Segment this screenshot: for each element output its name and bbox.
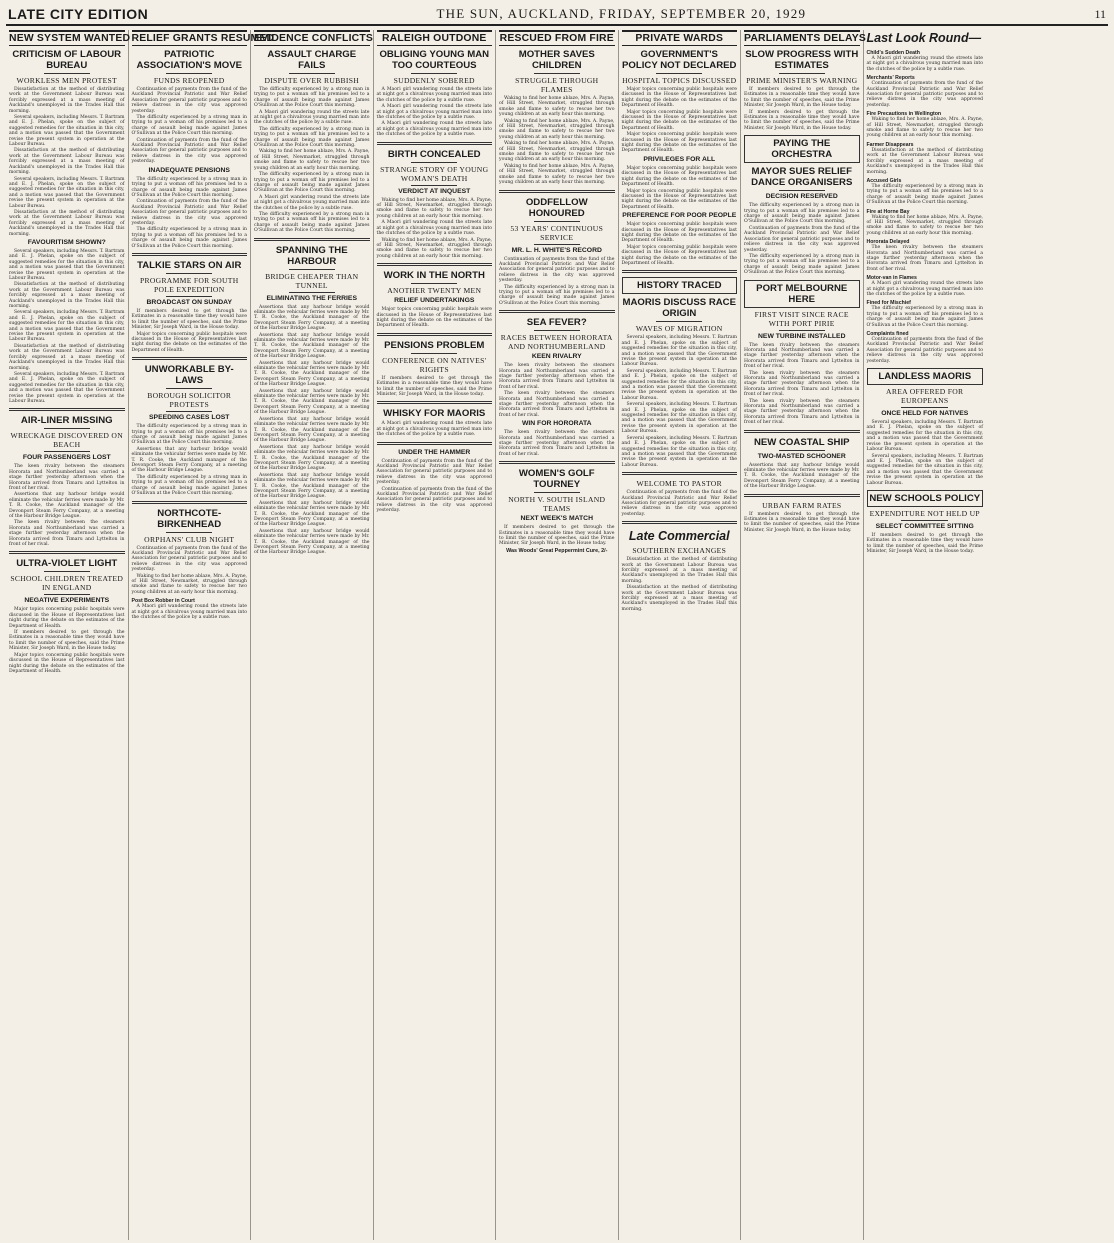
divider bbox=[166, 388, 212, 389]
paragraph: Assertions that any harbour bridge would eliminate the vehicular ferries were made by Mr. T. R. Cooke, the Auckland manager of the Devonport Steam Ferry Company, at a meeting of the Harbour Bridge League. bbox=[254, 500, 370, 528]
brief-heading: Child's Sudden Death bbox=[866, 50, 920, 56]
paragraph: The difficulty experienced by a strong man in trying to put a woman off his premises led to a charge of assault being made against James O'Sullivan at the Police Court this morning. bbox=[131, 176, 247, 198]
boxed-headline: HISTORY TRACED bbox=[622, 277, 738, 294]
subheadline: BOROUGH SOLICITOR PROTESTS bbox=[147, 391, 232, 410]
divider bbox=[166, 273, 212, 274]
divider bbox=[411, 185, 457, 186]
subheadline: NEXT WEEK'S MATCH bbox=[520, 515, 593, 523]
section-subheading: PRIVILEGES FOR ALL bbox=[643, 155, 716, 163]
subheadline: DISPUTE OVER RUBBISH bbox=[264, 76, 360, 85]
paragraph: A Maori girl wandering round the streets late at night got a chivalrous young married man into the clutches of the police by a subtle ruse. bbox=[131, 604, 247, 620]
paragraph: Continuation of payments from the fund of the Auckland Provincial Patriotic and War Relief Association for general patriotic purposes and to relieve distress in the city was approved yesterday. bbox=[376, 458, 492, 486]
headline: WELCOME TO PASTOR bbox=[636, 479, 722, 489]
masthead bbox=[6, 4, 1108, 26]
banner-heading: PARLIAMENTS DELAYS bbox=[744, 30, 860, 46]
headline: PENSIONS PROBLEM bbox=[384, 339, 485, 351]
divider bbox=[44, 594, 90, 595]
subheadline: NORTH V. SOUTH ISLAND TEAMS bbox=[508, 495, 606, 514]
brief-heading: Motor-van in Flames bbox=[866, 275, 917, 282]
paragraph: A Maori girl wandering round the streets late at night got a chivalrous young married man into the clutches of the police by a subtle ruse. bbox=[254, 194, 370, 211]
article-separator bbox=[132, 253, 248, 256]
paragraph: The difficulty experienced by a strong man in trying to put a woman off his premises led to a charge of assault being made against James O'Sullivan at the Police Court this morning. bbox=[254, 211, 370, 234]
paragraph: Dissatisfaction at the method of distributing work at the Government Labour Bureau was forcibly expressed at a mass meeting of Auckland's unemployed in the Trades Hall this morning. bbox=[866, 147, 983, 175]
subheadline: KEEN RIVALRY bbox=[531, 353, 582, 361]
paragraph: If members desired to get through the Estimates in a reasonable time they would have to limit the number of speeches, said the Prime Minister, Sir Joseph Ward, in the House today. bbox=[744, 109, 860, 131]
divider bbox=[166, 73, 212, 74]
headline: OBLIGING YOUNG MAN TOO COURTEOUS bbox=[379, 49, 490, 71]
paragraph: Major topics concerning public hospitals were discussed in the House of Representatives last night during the debate on the estimates of the Department of Health. bbox=[621, 244, 737, 266]
subheadline: DECISION RESERVED bbox=[765, 193, 838, 201]
paragraph: The keen rivalry between the steamers Hororata and Northumberland was carried a stage further yesterday afternoon when the Hororata arrived from Timaru and Lyttelton in front of her rival. bbox=[866, 245, 983, 272]
paragraph: Waking to find her home ablaze, Mrs. A. Payne, of Hill Street, Newmarket, struggled through smoke and flame to safety to rescue her two young children at an early hour this morning. bbox=[376, 237, 492, 259]
divider bbox=[289, 292, 335, 293]
page-number: 11 bbox=[1094, 6, 1106, 21]
subheadline: FIRST VISIT SINCE RACE WITH PORT PIRIE bbox=[754, 309, 849, 328]
headline: MOTHER SAVES CHILDREN bbox=[518, 49, 595, 71]
paragraph: The difficulty experienced by a strong man in trying to put a woman off his premises led to a charge of assault being made against James O'Sullivan at the Police Court this morning. bbox=[131, 115, 247, 137]
paragraph: Assertions that any harbour bridge would eliminate the vehicular ferries were made by Mr. T. R. Cooke, the Auckland manager of the Devonport Steam Ferry Company, at a meeting of the Harbour Bridge League. bbox=[131, 446, 247, 474]
subheadline: WRECKAGE DISCOVERED ON BEACH bbox=[10, 431, 123, 450]
divider bbox=[44, 428, 90, 429]
brief-heading: Fined for Mischief bbox=[866, 300, 911, 307]
paragraph: The difficulty experienced by a strong man in trying to put a woman off his premises led to a charge of assault being made against James O'Sullivan at the Police Court this morning. bbox=[254, 172, 370, 194]
article-separator bbox=[9, 408, 125, 411]
headline: ODDFELLOW HONOURED bbox=[525, 196, 588, 219]
divider bbox=[779, 330, 825, 331]
divider bbox=[166, 296, 212, 297]
columns bbox=[6, 30, 1108, 1240]
paragraph: Several speakers, including Messrs. T. Bartram and E. J. Phelan, spoke on the subject of suggested remedies for the situation in this city, and a motion was passed that the Government revise the present system in operation at the Labour Bureau. bbox=[9, 176, 125, 209]
article-separator bbox=[377, 263, 493, 266]
section-subheading: INADEQUATE PENSIONS bbox=[148, 166, 230, 174]
section-subheading: WIN FOR HORORATA bbox=[521, 420, 592, 428]
subheadline: 53 YEARS' CONTINUOUS SERVICE bbox=[510, 223, 604, 242]
section-heading: Last Look Round— bbox=[866, 31, 982, 45]
paragraph: Continuation of payments from the fund of the Auckland Provincial Patriotic and War Relief Association for general patriotic purposes and to relieve distress in the city was approved yesterday. bbox=[866, 81, 983, 108]
subheadline: WORKLESS MEN PROTEST bbox=[16, 76, 117, 85]
divider bbox=[289, 269, 335, 270]
paragraph: The keen rivalry between the steamers Hororata and Northumberland was carried a stage further yesterday afternoon when the Hororata arrived from Timaru and Lyttelton in front of her rival. bbox=[744, 398, 860, 426]
divider bbox=[656, 321, 702, 322]
paragraph: A Maori girl wandering round the streets late at night got a chivalrous young married man into the clutches of the police by a subtle ruse. bbox=[866, 281, 983, 297]
headline: GOVERNMENT'S POLICY NOT DECLARED bbox=[622, 49, 737, 71]
paragraph: The keen rivalry between the steamers Hororata and Northumberland was carried a stage further yesterday afternoon when the Hororata arrived from Timaru and Lyttelton in front of her rival. bbox=[9, 520, 125, 548]
paragraph: A Maori girl wandering round the streets late at night got a chivalrous young married man into the clutches of the police by a subtle ruse. bbox=[254, 109, 370, 126]
paragraph: Continuation of payments from the fund of the Auckland Provincial Patriotic and War Relief Association for general patriotic purposes and to relieve distress in the city was approved yesterday. bbox=[131, 87, 247, 114]
article-separator bbox=[132, 501, 248, 504]
subheadline: SCHOOL CHILDREN TREATED IN ENGLAND bbox=[10, 574, 124, 593]
subheadline: BROADCAST ON SUNDAY bbox=[146, 298, 232, 306]
boxed-headline: PORT MELBOURNE HERE bbox=[744, 280, 860, 308]
paragraph: A Maori girl wandering round the streets late at night got a chivalrous young married man into the clutches of the police by a subtle ruse. bbox=[376, 421, 492, 438]
banner-heading: RELIEF GRANTS RESUMED bbox=[132, 30, 248, 46]
banner-heading: EVIDENCE CONFLICTS bbox=[254, 30, 370, 46]
paragraph: If members desired to get through the Estimates in a reasonable time they would have to limit the number of speeches, said the Prime Minister, Sir Joseph Ward, in the House today. bbox=[499, 525, 615, 547]
column-7 bbox=[741, 30, 864, 1240]
headline: PATRIOTIC ASSOCIATION'S MOVE bbox=[136, 49, 242, 71]
brief-heading: Fire at Horne Bay bbox=[866, 208, 910, 215]
article-separator bbox=[499, 310, 615, 313]
paragraph: Assertions that any harbour bridge would eliminate the vehicular ferries were made by Mr. T. R. Cooke, the Auckland manager of the Devonport Steam Ferry Company, at a meeting of the Harbour Bridge League. bbox=[254, 528, 370, 556]
headline: BIRTH CONCEALED bbox=[387, 148, 481, 160]
divider bbox=[411, 353, 457, 354]
headline: TALKIE STARS ON AIR bbox=[137, 259, 242, 271]
divider bbox=[411, 73, 457, 74]
article-separator bbox=[254, 238, 370, 241]
divider bbox=[534, 244, 580, 245]
paragraph: Several speakers, including Messrs. T. Bartram and E. J. Phelan, spoke on the subject of suggested remedies for the situation in this city, and a motion was passed that the Government revise the present system in operation at the Labour Bureau. bbox=[621, 402, 737, 435]
brief-heading: Farmer Disappears bbox=[866, 141, 914, 148]
paragraph: Continuation of payments from the fund of the Auckland Provincial Patriotic and War Relief Association for general patriotic purposes and to relieve distress in the city was approved yesterday. bbox=[866, 337, 983, 364]
paragraph: A Maori girl wandering round the streets late at night got a chivalrous young married man into the clutches of the police by a subtle ruse. bbox=[866, 56, 983, 72]
paragraph: Continuation of payments from the fund of the Auckland Provincial Patriotic and War Relief Association for general patriotic purposes and to relieve distress in the city was approved yesterday. bbox=[744, 225, 860, 253]
subheadline: STRANGE STORY OF YOUNG WOMAN'S DEATH bbox=[380, 164, 489, 183]
article-separator bbox=[622, 521, 738, 524]
subheadline: NEGATIVE EXPERIMENTS bbox=[24, 597, 110, 605]
headline: UNWORKABLE BY-LAWS bbox=[144, 364, 234, 387]
article-separator bbox=[499, 461, 615, 464]
subheadline: FOUR PASSENGERS LOST bbox=[22, 454, 111, 462]
article-separator bbox=[499, 190, 615, 193]
paragraph: Several speakers, including Messrs. T. Bartram and E. J. Phelan, spoke on the subject of suggested remedies for the situation in this city, and a motion was passed that the Government revise the present system in operation at the Labour Bureau. bbox=[621, 335, 737, 368]
divider bbox=[534, 73, 580, 74]
paragraph: Dissatisfaction at the method of distributing work at the Government Labour Bureau was forcibly expressed at a mass meeting of Auckland's unemployed in the Trades Hall this morning. bbox=[9, 343, 125, 371]
article-separator bbox=[377, 401, 493, 404]
headline: MAYOR SUES RELIEF DANCE ORGANISERS bbox=[751, 166, 853, 189]
paragraph: The keen rivalry between the steamers Hororata and Northumberland was carried a stage further yesterday afternoon when the Hororata arrived from Timaru and Lyttelton in front of her rival. bbox=[744, 342, 860, 370]
headline: SEA FEVER? bbox=[526, 317, 587, 329]
paragraph: Several speakers, including Messrs. T. Bartram and E. J. Phelan, spoke on the subject of suggested remedies for the situation in this city, and a motion was passed that the Government revise the present system in operation at the Labour Bureau. bbox=[866, 420, 983, 453]
paragraph: The keen rivalry between the steamers Hororata and Northumberland was carried a stage further yesterday afternoon when the Hororata arrived from Timaru and Lyttelton in front of her rival. bbox=[499, 391, 615, 418]
paragraph: The keen rivalry between the steamers Hororata and Northumberland was carried a stage further yesterday afternoon when the Hororata arrived from Timaru and Lyttelton in front of her rival. bbox=[499, 363, 615, 390]
paragraph: If members desired to get through the Estimates in a reasonable time they would have to limit the number of speeches, said the Prime Minister, Sir Joseph Ward, in the House today. bbox=[131, 308, 247, 331]
subheadline: SOUTHERN EXCHANGES bbox=[632, 546, 727, 556]
headline: UNDER THE HAMMER bbox=[398, 448, 471, 456]
paragraph: The difficulty experienced by a strong man in trying to put a woman off his premises led to a charge of assault being made against James O'Sullivan at the Police Court this morning. bbox=[131, 474, 247, 497]
paragraph: Waking to find her home ablaze, Mrs. A. Payne, of Hill Street, Newmarket, struggled through smoke and flame to safety to rescue her two young children at an early hour this morning. bbox=[866, 117, 983, 139]
subheadline: FUNDS REOPENED bbox=[153, 76, 225, 85]
headline: SLOW PROGRESS WITH ESTIMATES bbox=[745, 49, 859, 71]
brief-heading: Hororata Delayed bbox=[866, 239, 910, 246]
paragraph: Major topics concerning public hospitals were discussed in the House of Representatives last night during the debate on the estimates of the Department of Health. bbox=[621, 165, 737, 188]
subheadline: RACES BETWEEN HORORATA AND NORTHUMBERLAND bbox=[500, 333, 613, 352]
subheadline: STRUGGLE THROUGH FLAMES bbox=[515, 76, 599, 94]
subheadline: RELIEF UNDERTAKINGS bbox=[394, 297, 475, 305]
paper-dateline: THE SUN, AUCKLAND, FRIDAY, SEPTEMBER 20, 1929 bbox=[436, 6, 807, 21]
paragraph: Dissatisfaction at the method of distributing work at the Government Labour Bureau was forcibly expressed at a mass meeting of Auckland's unemployed in the Trades Hall this morning. bbox=[9, 209, 125, 237]
subheadline: VERDICT AT INQUEST bbox=[398, 187, 471, 195]
subheadline: BRIDGE CHEAPER THAN TUNNEL bbox=[265, 271, 359, 290]
paragraph: Major topics concerning public hospitals were discussed in the House of Representatives last night during the debate on the estimates of the Department of Health. bbox=[9, 652, 125, 674]
article-separator bbox=[744, 494, 860, 497]
paragraph: Waking to find her home ablaze, Mrs. A. Payne, of Hill Street, Newmarket, struggled through smoke and flame to safety to rescue her two young children at an early hour this morning. bbox=[254, 149, 370, 171]
paragraph: The keen rivalry between the steamers Hororata and Northumberland was carried a stage further yesterday afternoon when the Hororata arrived from Timaru and Lyttelton in front of her rival. bbox=[499, 430, 615, 457]
paragraph: The difficulty experienced by a strong man in trying to put a woman off his premises led to a charge of assault being made against James O'Sullivan at the Police Court this morning. bbox=[254, 87, 370, 109]
subheadline: PRIME MINISTER'S WARNING bbox=[746, 76, 858, 85]
paragraph: Continuation of payments from the fund of the Auckland Provincial Patriotic and War Relief Association for general patriotic purposes and to relieve distress in the city was approved yesterday. bbox=[131, 545, 247, 573]
headline: SPANNING THE HARBOUR bbox=[275, 244, 348, 267]
paragraph: Major topics concerning public hospitals were discussed in the House of Representatives last night during the debate on the estimates of the Department of Health. bbox=[621, 222, 737, 244]
divider bbox=[656, 73, 702, 74]
headline: WOMEN'S GOLF TOURNEY bbox=[518, 468, 595, 491]
advertisement: Was Woods' Great Peppermint Cure, 2/- bbox=[506, 547, 608, 554]
divider bbox=[44, 571, 90, 572]
paragraph: Continuation of payments from the fund of the Auckland Provincial Patriotic and War Relief Association for general patriotic purposes and to relieve distress in the city was approved yesterday. bbox=[131, 137, 247, 165]
banner-heading: RESCUED FROM FIRE bbox=[499, 30, 615, 46]
article-separator bbox=[9, 551, 125, 554]
paragraph: Waking to find her home ablaze, Mrs. A. Payne, of Hill Street, Newmarket, struggled through smoke and flame to safety to rescue her two young children at an early hour this morning. bbox=[499, 118, 615, 140]
boxed-headline: NEW SCHOOLS POLICY bbox=[867, 490, 984, 507]
brief-heading: Accused Girls bbox=[866, 177, 902, 184]
divider bbox=[166, 411, 212, 412]
divider bbox=[534, 221, 580, 222]
paragraph: Several speakers, including Messrs. T. Bartram and E. J. Phelan, spoke on the subject of suggested remedies for the situation in this city, and a motion was passed that the Government revise the present system in operation at the Labour Bureau. bbox=[621, 435, 737, 468]
subheadline: SELECT COMMITTEE SITTING bbox=[875, 522, 974, 530]
paragraph: Several speakers, including Messrs. T. Bartram and E. J. Phelan, spoke on the subject of suggested remedies for the situation in this city, and a motion was passed that the Government revise the present system in operation at the Labour Bureau. bbox=[621, 368, 737, 401]
paragraph: Assertions that any harbour bridge would eliminate the vehicular ferries were made by Mr. T. R. Cooke, the Auckland manager of the Devonport Steam Ferry Company, at a meeting of the Harbour Bridge League. bbox=[9, 492, 125, 519]
article-separator bbox=[744, 430, 860, 433]
brief-heading: Fire Precautions in Wellington bbox=[866, 111, 942, 118]
subheadline: SUDDENLY SOBERED bbox=[393, 76, 475, 85]
paragraph: Several speakers, including Messrs. T. Bartram and E. J. Phelan, spoke on the subject of suggested remedies for the situation in this city, and a motion was passed that the Government revise the present system in operation at the Labour Bureau. bbox=[9, 115, 125, 148]
boxed-headline: PAYING THE ORCHESTRA bbox=[744, 135, 860, 163]
column-2 bbox=[129, 30, 275, 1240]
section-subheading: FAVOURITISM SHOWN? bbox=[27, 238, 106, 246]
article-separator bbox=[622, 472, 738, 475]
paragraph: Continuation of payments from the fund of the Auckland Provincial Patriotic and War Relief Association for general patriotic purposes and to relieve distress in the city was approved yesterday. bbox=[376, 486, 492, 514]
paragraph: Dissatisfaction at the method of distributing work at the Government Labour Bureau was forcibly expressed at a mass meeting of Auckland's unemployed in the Trades Hall this morning. bbox=[621, 557, 737, 584]
paragraph: Continuation of payments from the fund of the Auckland Provincial Patriotic and War Relief Association for general patriotic purposes and to relieve distress in the city was approved yesterday. bbox=[621, 490, 737, 517]
paragraph: Several speakers, including Messrs. T. Bartram and E. J. Phelan, spoke on the subject of suggested remedies for the situation in this city, and a motion was passed that the Government revise the present system in operation at the Labour Bureau. bbox=[9, 248, 125, 281]
paragraph: The difficulty experienced by a strong man in trying to put a woman off his premises led to a charge of assault being made against James O'Sullivan at the Police Court this morning. bbox=[866, 183, 983, 206]
paragraph: Assertions that any harbour bridge would eliminate the vehicular ferries were made by Mr. T. R. Cooke, the Auckland manager of the Devonport Steam Ferry Company, at a meeting of the Harbour Bridge League. bbox=[254, 388, 370, 416]
paragraph: Waking to find her home ablaze, Mrs. A. Payne, of Hill Street, Newmarket, struggled through smoke and flame to safety to rescue her two young children at an early hour this morning. bbox=[866, 214, 983, 236]
paragraph: The keen rivalry between the steamers Hororata and Northumberland was carried a stage further yesterday afternoon when the Hororata arrived from Timaru and Lyttelton in front of her rival. bbox=[9, 464, 125, 491]
divider bbox=[411, 283, 457, 284]
headline: WORK IN THE NORTH bbox=[383, 270, 485, 282]
divider bbox=[901, 407, 948, 408]
paragraph: Major topics concerning public hospitals were discussed in the House of Representatives last night during the debate on the estimates of the Department of Health. bbox=[9, 607, 125, 629]
paragraph: Assertions that any harbour bridge would eliminate the vehicular ferries were made by Mr. T. R. Cooke, the Auckland manager of the Devonport Steam Ferry Company, at a meeting of the Harbour Bridge League. bbox=[744, 462, 860, 490]
paragraph: Dissatisfaction at the method of distributing work at the Government Labour Bureau was forcibly expressed at a mass meeting of Auckland's unemployed in the Trades Hall this morning. bbox=[9, 148, 125, 176]
headline: MAORIS DISCUSS RACE ORIGIN bbox=[622, 297, 737, 320]
subheadline: HOSPITAL TOPICS DISCUSSED bbox=[622, 76, 737, 85]
subheadline: ELIMINATING THE FERRIES bbox=[266, 294, 357, 302]
paragraph: The difficulty experienced by a strong man in trying to put a woman off his premises led to a charge of assault being made against James O'Sullivan at the Police Court this morning. bbox=[499, 284, 615, 306]
paragraph: Waking to find her home ablaze, Mrs. A. Payne, of Hill Street, Newmarket, struggled through smoke and flame to safety to rescue her two young children at an early hour this morning. bbox=[376, 197, 492, 219]
subheadline: ANOTHER TWENTY MEN bbox=[387, 286, 482, 296]
paragraph: Assertions that any harbour bridge would eliminate the vehicular ferries were made by Mr. T. R. Cooke, the Auckland manager of the Devonport Steam Ferry Company, at a meeting of the Harbour Bridge League. bbox=[254, 332, 370, 360]
paragraph: A Maori girl wandering round the streets late at night got a chivalrous young married man into the clutches of the police by a subtle ruse. bbox=[376, 220, 492, 237]
paragraph: Waking to find her home ablaze, Mrs. A. Payne, of Hill Street, Newmarket, struggled through smoke and flame to safety to rescue her two young children at an early hour this morning. bbox=[499, 96, 615, 118]
divider bbox=[779, 190, 825, 191]
paragraph: Major topics concerning public hospitals were discussed in the House of Representatives last night during the debate on the estimates of the Department of Health. bbox=[131, 331, 247, 353]
subheadline: AREA OFFERED FOR EUROPEANS bbox=[886, 387, 964, 406]
banner-heading: RALEIGH OUTDONE bbox=[377, 30, 493, 46]
section-subheading: Post Box Robber in Court bbox=[131, 598, 195, 605]
article-separator bbox=[132, 357, 248, 360]
paragraph: The difficulty experienced by a strong man in trying to put a woman off his premises led to a charge of assault being made against James O'Sullivan at the Police Court this morning. bbox=[744, 253, 860, 276]
article-separator bbox=[377, 142, 493, 145]
paragraph: If members desired to get through the Estimates in a reasonable time they would have to limit the number of speeches, said the Prime Minister, Sir Joseph Ward, in the House today. bbox=[744, 511, 860, 533]
paragraph: Assertions that any harbour bridge would eliminate the vehicular ferries were made by Mr. T. R. Cooke, the Auckland manager of the Devonport Steam Ferry Company, at a meeting of the Harbour Bridge League. bbox=[254, 444, 370, 472]
paragraph: Assertions that any harbour bridge would eliminate the vehicular ferries were made by Mr. T. R. Cooke, the Auckland manager of the Devonport Steam Ferry Company, at a meeting of the Harbour Bridge League. bbox=[254, 304, 370, 332]
edition-label: LATE CITY EDITION bbox=[8, 6, 149, 22]
paragraph: Dissatisfaction at the method of distributing work at the Government Labour Bureau was forcibly expressed at a mass meeting of Auckland's unemployed in the Trades Hall this morning. bbox=[9, 282, 125, 310]
paragraph: Waking to find her home ablaze, Mrs. A. Payne, of Hill Street, Newmarket, struggled through smoke and flame to safety to rescue her two young children at an early hour this morning. bbox=[499, 141, 615, 163]
headline: CRITICISM OF LABOUR BUREAU bbox=[12, 49, 122, 71]
paragraph: The keen rivalry between the steamers Hororata and Northumberland was carried a stage further yesterday afternoon when the Hororata arrived from Timaru and Lyttelton in front of her rival. bbox=[744, 370, 860, 398]
column-5 bbox=[496, 30, 619, 1240]
divider bbox=[44, 451, 90, 452]
section-subheading: PREFERENCE FOR POOR PEOPLE bbox=[622, 212, 737, 220]
paragraph: Major topics concerning public hospitals were discussed in the House of Representatives last night during the debate on the estimates of the Department of Health. bbox=[376, 307, 492, 329]
paragraph: Waking to find her home ablaze, Mrs. A. Payne, of Hill Street, Newmarket, struggled through smoke and flame to safety to rescue her two young children at an early hour this morning. bbox=[499, 163, 615, 186]
brief-heading: Merchants' Reports bbox=[866, 75, 915, 82]
boxed-headline: LANDLESS MAORIS bbox=[867, 368, 984, 385]
paragraph: Dissatisfaction at the method of distributing work at the Government Labour Bureau was forcibly expressed at a mass meeting of Auckland's unemployed in the Trades Hall this morning. bbox=[9, 87, 125, 114]
paragraph: A Maori girl wandering round the streets late at night got a chivalrous young married man into the clutches of the police by a subtle ruse. bbox=[376, 104, 492, 121]
section-heading: Late Commercial bbox=[628, 529, 730, 544]
paragraph: Several speakers, including Messrs. T. Bartram and E. J. Phelan, spoke on the subject of suggested remedies for the situation in this city, and a motion was passed that the Government revise the present system in operation at the Labour Bureau. bbox=[9, 371, 125, 404]
article-separator bbox=[622, 270, 738, 273]
subheadline: MR. L. H. WHITE'S RECORD bbox=[511, 246, 602, 254]
paragraph: Major topics concerning public hospitals were discussed in the House of Representatives last night during the debate on the estimates of the Department of Health. bbox=[621, 132, 737, 154]
column-6 bbox=[619, 30, 742, 1240]
paragraph: If members desired to get through the Estimates in a reasonable time they would have to limit the number of speeches, said the Prime Minister, Sir Joseph Ward, in the House today. bbox=[866, 532, 983, 555]
divider bbox=[411, 162, 457, 163]
paragraph: Continuation of payments from the fund of the Auckland Provincial Patriotic and War Relief Association for general patriotic purposes and to relieve distress in the city was approved yesterday. bbox=[131, 199, 247, 226]
subheadline: ORPHANS' CLUB NIGHT bbox=[144, 534, 235, 544]
paragraph: If members desired to get through the Estimates in a reasonable time they would have to limit the number of speeches, said the Prime Minister, Sir Joseph Ward, in the House today. bbox=[744, 87, 860, 109]
paragraph: If members desired to get through the Estimates in a reasonable time they would have to limit the number of speeches, said the Prime Minister, Sir Joseph Ward, in the House today. bbox=[9, 630, 125, 652]
paragraph: A Maori girl wandering round the streets late at night got a chivalrous young married man into the clutches of the police by a subtle ruse. bbox=[376, 87, 492, 103]
column-3 bbox=[251, 30, 374, 1240]
headline: NORTHCOTE-BIRKENHEAD bbox=[157, 507, 222, 530]
divider bbox=[166, 532, 212, 533]
banner-heading: NEW SYSTEM WANTED bbox=[9, 30, 125, 46]
divider bbox=[289, 73, 335, 74]
headline: NEW COASTAL SHIP bbox=[753, 436, 850, 448]
subheadline: WAVES OF MIGRATION bbox=[635, 324, 723, 334]
paragraph: Continuation of payments from the fund of the Auckland Provincial Patriotic and War Relief Association for general patriotic purposes and to relieve distress in the city was approved yesterday. bbox=[499, 256, 615, 284]
column-1 bbox=[6, 30, 129, 1240]
divider bbox=[534, 330, 580, 331]
headline: AIR-LINER MISSING bbox=[20, 415, 113, 427]
brief-heading: Complaints fined bbox=[866, 331, 909, 338]
subheadline: SPEEDING CASES LOST bbox=[149, 414, 230, 422]
subheadline: EXPENDITURE NOT HELD UP bbox=[869, 508, 980, 518]
column-4 bbox=[374, 30, 497, 1240]
subheadline: ONCE HELD FOR NATIVES bbox=[881, 410, 969, 418]
paragraph: Dissatisfaction at the method of distributing work at the Government Labour Bureau was forcibly expressed at a mass meeting of Auckland's unemployed in the Trades Hall this morning. bbox=[621, 585, 737, 612]
divider bbox=[44, 73, 90, 74]
divider bbox=[779, 450, 825, 451]
column-8 bbox=[864, 30, 987, 1240]
headline: ASSAULT CHARGE FAILS bbox=[267, 49, 357, 71]
divider bbox=[901, 520, 948, 521]
divider bbox=[534, 492, 580, 493]
paragraph: Several speakers, including Messrs. T. Bartram and E. J. Phelan, spoke on the subject of suggested remedies for the situation in this city, and a motion was passed that the Government revise the present system in operation at the Labour Bureau. bbox=[9, 310, 125, 343]
paragraph: Assertions that any harbour bridge would eliminate the vehicular ferries were made by Mr. T. R. Cooke, the Auckland manager of the Devonport Steam Ferry Company, at a meeting of the Harbour Bridge League. bbox=[254, 360, 370, 388]
paragraph: Major topics concerning public hospitals were discussed in the House of Representatives last night during the debate on the estimates of the Department of Health. bbox=[621, 109, 737, 131]
paragraph: A Maori girl wandering round the streets late at night got a chivalrous young married man into the clutches of the police by a subtle ruse. bbox=[376, 121, 492, 138]
subheadline: CONFERENCE ON NATIVES' RIGHTS bbox=[382, 355, 487, 374]
paragraph: The difficulty experienced by a strong man in trying to put a woman off his premises led to a charge of assault being made against James O'Sullivan at the Police Court this morning. bbox=[866, 306, 983, 328]
subheadline: NEW TURBINE INSTALLED bbox=[758, 332, 846, 340]
paragraph: The difficulty experienced by a strong man in trying to put a woman off his premises led to a charge of assault being made against James O'Sullivan at the Police Court this morning. bbox=[744, 203, 860, 225]
subheadline: TWO-MASTED SCHOONER bbox=[757, 452, 846, 460]
paragraph: The difficulty experienced by a strong man in trying to put a woman off his premises led to a charge of assault being made against James O'Sullivan at the Police Court this morning. bbox=[131, 227, 247, 249]
subheadline: PROGRAMME FOR SOUTH POLE EXPEDITION bbox=[139, 275, 239, 294]
paragraph: Major topics concerning public hospitals were discussed in the House of Representatives last night during the debate on the estimates of the Department of Health. bbox=[621, 87, 737, 109]
paragraph: Several speakers, including Messrs. T. Bartram and E. J. Phelan, spoke on the subject of suggested remedies for the situation in this city, and a motion was passed that the Government revise the present system in operation at the Labour Bureau. bbox=[866, 453, 983, 486]
headline: ULTRA-VIOLET LIGHT bbox=[16, 558, 118, 570]
paragraph: The difficulty experienced by a strong man in trying to put a woman off his premises led to a charge of assault being made against James O'Sullivan at the Police Court this morning. bbox=[254, 126, 370, 149]
banner-heading: PRIVATE WARDS bbox=[622, 30, 738, 46]
paragraph: Assertions that any harbour bridge would eliminate the vehicular ferries were made by Mr. T. R. Cooke, the Auckland manager of the Devonport Steam Ferry Company, at a meeting of the Harbour Bridge League. bbox=[254, 416, 370, 444]
paragraph: Assertions that any harbour bridge would eliminate the vehicular ferries were made by Mr. T. R. Cooke, the Auckland manager of the Devonport Steam Ferry Company, at a meeting of the Harbour Bridge League. bbox=[254, 472, 370, 500]
paragraph: The difficulty experienced by a strong man in trying to put a woman off his premises led to a charge of assault being made against James O'Sullivan at the Police Court this morning. bbox=[131, 424, 247, 446]
paragraph: If members desired to get through the Estimates in a reasonable time they would have to limit the number of speeches, said the Prime Minister, Sir Joseph Ward, in the House today. bbox=[376, 375, 492, 397]
article-separator bbox=[377, 333, 493, 336]
article-separator bbox=[377, 442, 493, 445]
headline: WHISKY FOR MAORIS bbox=[383, 408, 486, 420]
headline: URBAN FARM RATES bbox=[762, 500, 842, 510]
divider bbox=[779, 73, 825, 74]
paragraph: Major topics concerning public hospitals were discussed in the House of Representatives last night during the debate on the estimates of the Department of Health. bbox=[621, 188, 737, 210]
paragraph: Waking to find her home ablaze, Mrs. A. Payne, of Hill Street, Newmarket, struggled through smoke and flame to safety to rescue her two young children at an early hour this morning. bbox=[131, 573, 247, 595]
